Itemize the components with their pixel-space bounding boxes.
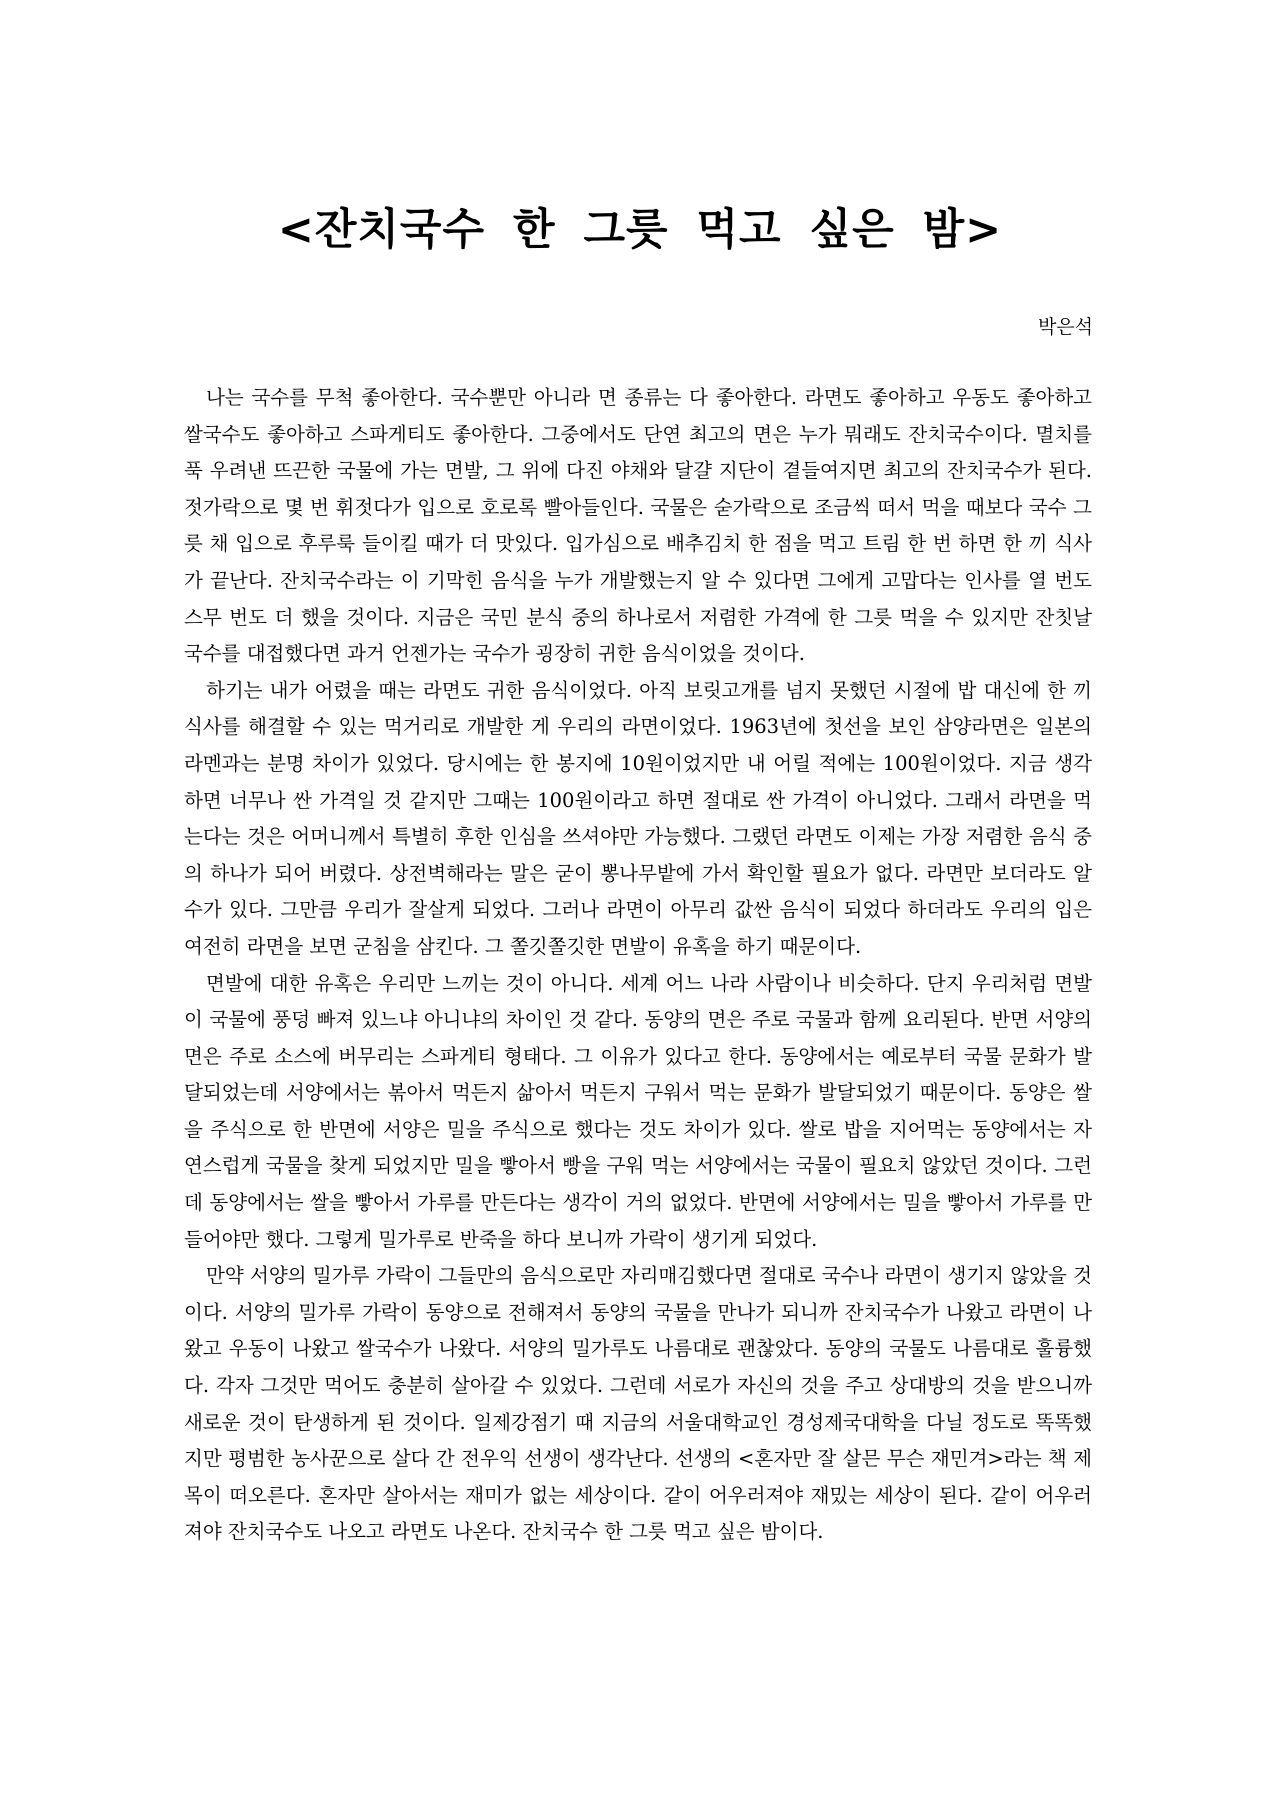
paragraph-3: 면발에 대한 유혹은 우리만 느끼는 것이 아니다. 세계 어느 나라 사람이나 비슷하다. 단지 우리처럼 면발이 국물에 풍덩 빠져 있느냐 아니냐의 차이인 것 같다. 동양의 면은 주로 국물과 함께 요리된다. 반면 서양의 면은 주로 소스에 버무리는 스파게티 형태다. 그 이유가 있다고 한다. 동양에서는 예로부터 국물 문화가 발달되었는데 서양에서는 볶아서 먹든지 삶아서 먹든지 구워서 먹는 문화가 발달되었기 때문이다. 동양은 쌀을 주식으로 한 반면에 서양은 밀을 주식으로 했다는 것도 차이가 있다. 쌀로 밥을 지어먹는 동양에서는 자연스럽게 국물을 찾게 되었지만 밀을 빻아서 빵을 구워 먹는 서양에서는 국물이 필요치 않았던 것이다. 그런데 동양에서는 쌀을 빻아서 가루를 만든다는 생각이 거의 없었다. 반면에 서양에서는 밀을 빻아서 가루를 만들어야만 했다. 그렇게 밀가루로 반죽을 하다 보니까 가락이 생기게 되었다. — [184, 971, 1092, 1251]
paragraph-4: 만약 서양의 밀가루 가락이 그들만의 음식으로만 자리매김했다면 절대로 국수나 라면이 생기지 않았을 것이다. 서양의 밀가루 가락이 동양으로 전해져서 동양의 국물을 만나가 되니까 잔치국수가 나왔고 라면이 나왔고 우동이 나왔고 쌀국수가 나왔다. 서양의 밀가루도 나름대로 괜찮았다. 동양의 국물도 나름대로 훌륭했다. 각자 그것만 먹어도 충분히 살아갈 수 있었다. 그런데 서로가 자신의 것을 주고 상대방의 것을 받으니까 새로운 것이 탄생하게 된 것이다. 일제강점기 때 지금의 서울대학교인 경성제국대학을 다닐 정도로 똑똑했지만 평범한 농사꾼으로 살다 간 전우익 선생이 생각난다. 선생의 <혼자만 잘 살믄 무슨 재민겨>라는 책 제목이 떠오른다. 혼자만 살아서는 재미가 없는 세상이다. 같이 어우러져야 재밌는 세상이 된다. 같이 어우러져야 잔치국수도 나오고 라면도 나온다. 잔치국수 한 그릇 먹고 싶은 밤이다. — [184, 1264, 1092, 1544]
author-name: 박은석 — [1037, 316, 1093, 338]
essay-body — [184, 380, 1092, 1551]
paragraph-2: 하기는 내가 어렸을 때는 라면도 귀한 음식이었다. 아직 보릿고개를 넘지 못했던 시절에 밥 대신에 한 끼 식사를 해결할 수 있는 먹거리로 개발한 게 우리의 라면이었다. 1963년에 첫선을 보인 삼양라면은 일본의 라멘과는 분명 차이가 있었다. 당시에는 한 봉지에 10원이었지만 내 어릴 적에는 100원이었다. 지금 생각하면 너무나 싼 가격일 것 같지만 그때는 100원이라고 하면 절대로 싼 가격이 아니었다. 그래서 라면을 먹는다는 것은 어머니께서 특별히 후한 인심을 쓰셔야만 가능했다. 그랬던 라면도 이제는 가장 저렴한 음식 중의 하나가 되어 버렸다. 상전벽해라는 말은 굳이 뽕나무밭에 가서 확인할 필요가 없다. 라면만 보더라도 알 수가 있다. 그만큼 우리가 잘살게 되었다. 그러나 라면이 아무리 값싼 음식이 되었다 하더라도 우리의 입은 여전히 라면을 보면 군침을 삼킨다. 그 쫄깃쫄깃한 면발이 유혹을 하기 때문이다. — [184, 678, 1092, 958]
essay-title: <잔치국수 한 그릇 먹고 싶은 밤> — [277, 205, 1003, 255]
paragraph-1: 나는 국수를 무척 좋아한다. 국수뿐만 아니라 면 종류는 다 좋아한다. 라면도 좋아하고 우동도 좋아하고 쌀국수도 좋아하고 스파게티도 좋아한다. 그중에서도 단연 최고의 면은 누가 뭐래도 잔치국수이다. 멸치를 푹 우려낸 뜨끈한 국물에 가는 면발, 그 위에 다진 야채와 달걀 지단이 곁들여지면 최고의 잔치국수가 된다. 젓가락으로 몇 번 휘젓다가 입으로 호로록 빨아들인다. 국물은 숟가락으로 조금씩 떠서 먹을 때보다 국수 그릇 채 입으로 후루룩 들이킬 때가 더 맛있다. 입가심으로 배추김치 한 점을 먹고 트림 한 번 하면 한 끼 식사가 끝난다. 잔치국수라는 이 기막힌 음식을 누가 개발했는지 알 수 있다면 그에게 고맙다는 인사를 열 번도 스무 번도 더 했을 것이다. 지금은 국민 분식 중의 하나로서 저렴한 가격에 한 그릇 먹을 수 있지만 잔칫날 국수를 대접했다면 과거 언젠가는 국수가 굉장히 귀한 음식이었을 것이다. — [184, 386, 1092, 666]
